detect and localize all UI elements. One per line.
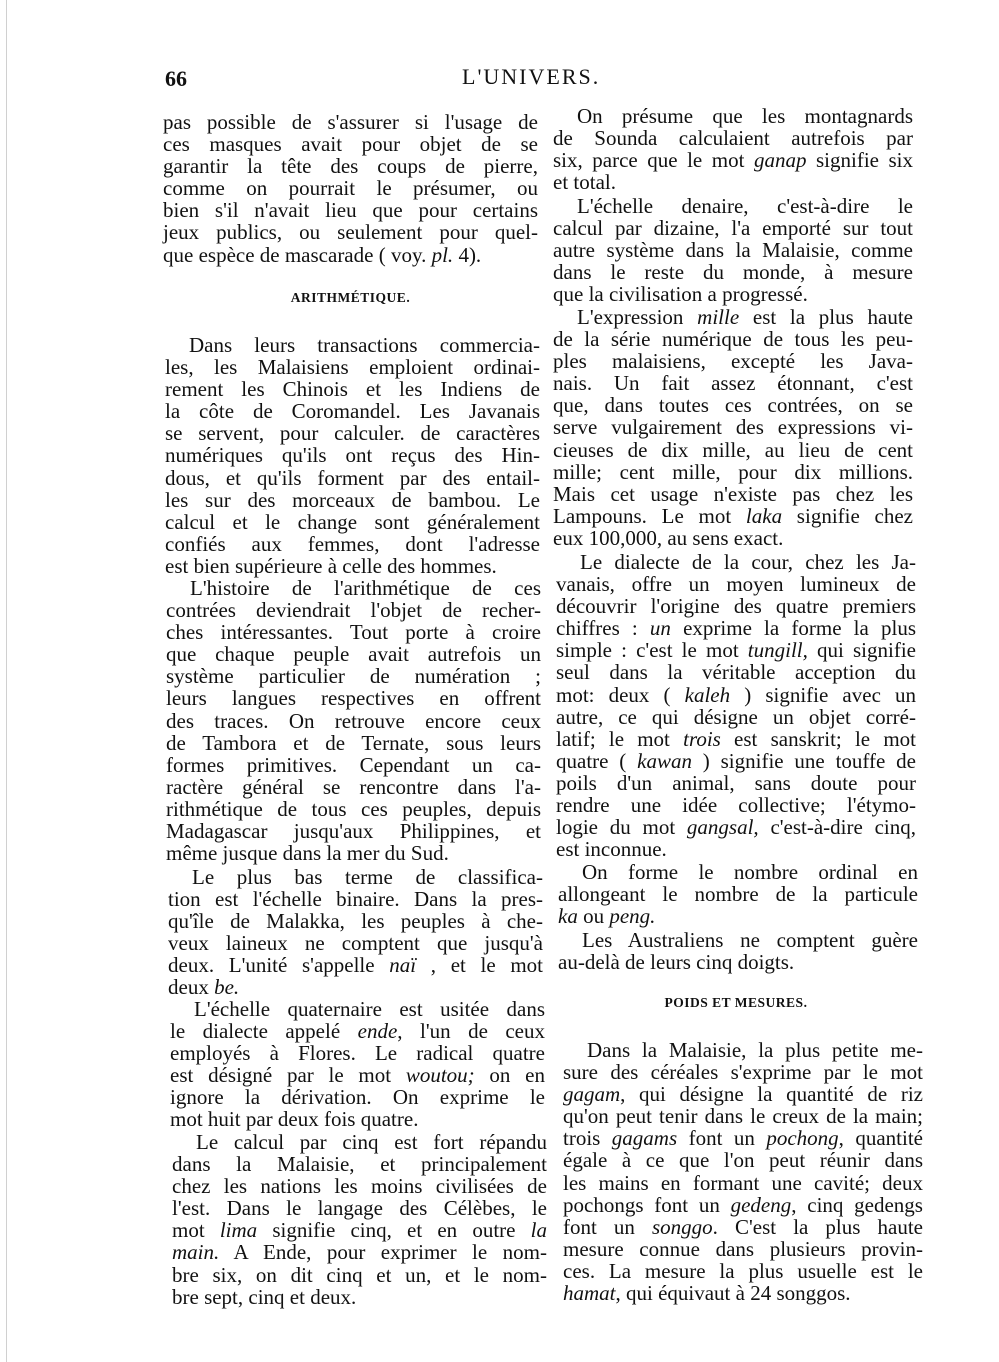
- italic-term: woutou;: [405, 1063, 475, 1088]
- text-segment: est la plus haute: [739, 305, 913, 329]
- text-line: [170, 1020, 545, 1042]
- text-line: se servent, pour calculer. de caractères: [165, 421, 540, 446]
- italic-term: ka: [558, 904, 578, 929]
- text-line: [553, 306, 913, 328]
- text-line: [556, 816, 916, 838]
- text-line: mille; cent mille, pour dix millions.: [553, 459, 913, 484]
- text-line: comme on pourrait le présumer, ou: [163, 176, 538, 201]
- text-segment: latif; le mot: [556, 726, 684, 751]
- text-line: mesure connue dans plusieurs provin-: [563, 1236, 923, 1261]
- text-line: bien s'il n'avait lieu que pour certains: [163, 198, 538, 223]
- page-number: 66: [165, 66, 187, 91]
- text-line: que la civilisation a progressé.: [553, 282, 808, 307]
- text-line: numériques qu'ils ont reçus des Hin-: [165, 443, 540, 468]
- italic-term: pochong: [766, 1126, 839, 1151]
- text-segment: ) signifie avec un: [730, 682, 916, 707]
- text-segment: on en: [474, 1063, 545, 1088]
- text-line: contrées deviendrait l'objet de recher-: [166, 598, 541, 623]
- text-line: [556, 684, 916, 706]
- text-line: est bien supérieure à celle des hommes.: [165, 553, 497, 578]
- text-line: calcul et le change sont généralement: [165, 509, 540, 534]
- text-line: ces masques avait pour objet de se: [163, 132, 538, 157]
- text-line: bre six, on dit cinq et un, et le nom-: [172, 1262, 547, 1287]
- text-segment: L'expression: [577, 305, 698, 329]
- text-line: [168, 976, 543, 998]
- text-line: dans le reste du monde, à mesure: [553, 260, 913, 285]
- text-segment: Lampouns. Le mot: [553, 503, 746, 528]
- text-line: égale à ce que l'on peut réunir dans: [563, 1148, 923, 1173]
- text-line: de Sounda calculaient autrefois par: [553, 126, 913, 151]
- text-line: autre, ce qui désigne un objet corré-: [556, 704, 916, 729]
- text-line: veux laineux ne comptent que jusqu'à: [168, 931, 543, 956]
- text-line: seul dans la véritable acception du: [556, 660, 916, 685]
- text-line: de la série numérique de tous les peu-: [553, 327, 913, 352]
- italic-term: tungill,: [747, 638, 808, 663]
- text-segment: le dialecte appelé: [170, 1019, 358, 1044]
- italic-term: ganap: [753, 148, 807, 173]
- text-line: la côte de Coromandel. Les Javanais: [165, 399, 540, 424]
- italic-term: be.: [214, 975, 240, 1000]
- italic-term: kaleh: [684, 682, 731, 707]
- italic-term: peng.: [609, 904, 656, 929]
- text-line: [556, 750, 916, 772]
- text-segment: , l'un de ceux: [397, 1019, 545, 1044]
- text-line: [556, 617, 916, 639]
- text-line: l'est. Dans le langage des Célèbes, le: [172, 1196, 547, 1221]
- text-line: les, les Malaisiens emploient ordinai-: [165, 355, 540, 380]
- text-segment: trois: [563, 1126, 612, 1151]
- text-segment: deux. L'unité s'appelle: [168, 953, 390, 978]
- text-line: jeux publics, ou seulement pour quel-: [163, 220, 538, 245]
- text-line: [563, 1282, 923, 1304]
- text-line: L'histoire de l'arithmétique de ces: [190, 576, 541, 600]
- text-segment: c'est-à-dire cinq,: [758, 815, 916, 840]
- text-segment: simple : c'est le mot: [556, 638, 748, 663]
- text-line: Dans la Malaisie, la plus petite me-: [587, 1038, 923, 1062]
- scan-edge-line: [6, 0, 7, 1362]
- text-segment: chiffres :: [556, 616, 650, 641]
- text-line: poils d'un animal, sans doute pour: [556, 770, 916, 795]
- text-segment: , et le mot: [416, 953, 543, 978]
- italic-term: lima: [219, 1218, 258, 1243]
- section-heading: ARITHMÉTIQUE.: [290, 290, 411, 305]
- text-line: cieuses de dix mille, au lieu de cent: [553, 437, 913, 462]
- text-line: pas possible de s'assurer si l'usage de: [163, 110, 538, 134]
- text-segment: est sanskrit; le mot: [720, 726, 916, 751]
- text-segment: que espèce de mascarade ( voy.: [163, 242, 432, 267]
- text-line: L'échelle quaternaire est usitée dans: [194, 997, 545, 1021]
- text-line: [563, 1216, 923, 1238]
- text-line: eux 100,000, au sens exact.: [553, 525, 784, 550]
- text-line: de Tambora et de Ternate, sous leurs: [166, 730, 541, 755]
- text-line: calcul par dizaine, l'a emporté sur tout: [553, 216, 913, 241]
- text-line: les mains en formant une cavité; deux: [563, 1170, 923, 1195]
- italic-term: pl.: [431, 242, 454, 267]
- paragraph: [165, 334, 540, 577]
- paragraph: [558, 861, 918, 927]
- text-line: dous, et qu'ils forment par des entail-: [165, 465, 540, 490]
- text-segment: signifie six: [806, 148, 914, 173]
- text-segment: A Ende, pour exprimer le nom-: [219, 1240, 547, 1265]
- text-line: [553, 505, 913, 527]
- text-segment: pochongs font un: [563, 1192, 731, 1217]
- text-line: [170, 1064, 545, 1086]
- text-line: sure des céréales s'exprime par le mot: [563, 1060, 923, 1085]
- italic-term: laka: [745, 503, 783, 528]
- text-line: leurs langues respectives en offrent: [166, 686, 541, 711]
- paragraph: [163, 111, 538, 266]
- paragraph: [172, 1131, 547, 1308]
- text-segment: . C'est la plus haute: [712, 1214, 923, 1239]
- text-line: ples malaisiens, excepté les Java-: [553, 349, 913, 374]
- running-title: L'UNIVERS.: [462, 64, 601, 89]
- text-segment: mot: deux (: [556, 682, 685, 707]
- text-line: bre sept, cinq et deux.: [172, 1284, 357, 1309]
- italic-term: gagam: [563, 1082, 621, 1107]
- italic-term: naï: [389, 953, 417, 978]
- text-segment: , qui équivaut à 24 songgos.: [615, 1281, 851, 1306]
- text-line: confiés aux femmes, dont l'adresse: [165, 531, 540, 556]
- text-segment: deux: [168, 975, 215, 1000]
- text-line: même jusque dans la mer du Sud.: [166, 841, 449, 866]
- text-line: et total.: [553, 170, 616, 195]
- text-line: [172, 1219, 547, 1241]
- text-segment: logie du mot: [556, 815, 687, 840]
- text-line: Dans leurs transactions commercia-: [189, 333, 540, 357]
- text-line: chez les nations les moins civilisées de: [172, 1174, 547, 1199]
- italic-term: mille: [697, 305, 740, 329]
- italic-term: songgo: [651, 1214, 713, 1239]
- italic-term: trois: [683, 726, 721, 751]
- text-segment: signifie cinq, et en outre: [257, 1218, 531, 1243]
- text-line: Les Australiens ne comptent guère: [582, 928, 918, 952]
- text-line: [563, 1127, 923, 1149]
- text-line: nais. Un fait assez étonnant, c'est: [553, 371, 913, 396]
- italic-term: hamat: [563, 1281, 616, 1306]
- text-line: rendre une idée collective; l'étymo-: [556, 793, 916, 818]
- italic-term: gangsal,: [686, 815, 759, 840]
- text-line: [172, 1241, 547, 1263]
- text-line: L'échelle denaire, c'est-à-dire le: [577, 194, 913, 218]
- text-segment: font un: [677, 1126, 767, 1151]
- italic-term: la: [530, 1218, 547, 1243]
- text-line: mot huit par deux fois quatre.: [170, 1107, 419, 1132]
- text-segment: mot: [172, 1218, 220, 1243]
- text-segment: ou: [577, 904, 610, 929]
- text-segment: font un: [563, 1214, 652, 1239]
- text-line: ractère général se rencontre dans l'a-: [166, 774, 541, 799]
- text-line: On forme le nombre ordinal en: [582, 860, 918, 884]
- text-segment: , quantité: [838, 1126, 924, 1151]
- text-line: [163, 244, 538, 266]
- text-line: [558, 905, 918, 927]
- text-line: employés à Flores. Le radical quatre: [170, 1041, 545, 1066]
- text-line: autre système dans la Malaisie, comme: [553, 238, 913, 263]
- text-line: [563, 1083, 923, 1105]
- text-line: On présume que les montagnards: [577, 104, 913, 128]
- paragraph: [168, 866, 543, 999]
- text-segment: ) signifie une touffe de: [691, 748, 916, 773]
- text-segment: exprime la forme la plus: [670, 616, 916, 641]
- text-line: Le plus bas terme de classifica-: [192, 865, 543, 889]
- text-line: vanais, offre un moyen lumineux de: [556, 572, 916, 597]
- text-line: qu'île de Malakka, les peuples à che-: [168, 909, 543, 934]
- text-line: allongeant le nombre de la particule: [558, 882, 918, 907]
- paragraph: [556, 551, 916, 860]
- text-line: qu'on peut tenir dans le creux de la main;: [563, 1104, 923, 1129]
- text-line: les sur des morceaux de bambou. Le: [165, 487, 540, 512]
- text-line: au-delà de leurs cinq doigts.: [558, 950, 795, 975]
- text-segment: , cinq gedengs: [791, 1192, 923, 1217]
- text-line: rithmétique de tous ces peuples, depuis: [166, 796, 541, 821]
- text-line: Le calcul par cinq est fort répandu: [196, 1130, 547, 1154]
- italic-term: un: [649, 616, 671, 641]
- text-segment: 4).: [453, 242, 482, 267]
- italic-term: gagams: [611, 1126, 678, 1151]
- section-heading: POIDS ET MESURES.: [664, 995, 808, 1010]
- italic-term: gedeng: [730, 1192, 792, 1217]
- text-line: que chaque peuple avait autrefois un: [166, 642, 541, 667]
- text-line: Le dialecte de la cour, chez les Ja-: [580, 550, 916, 574]
- text-segment: qui signifie: [807, 638, 916, 663]
- paragraph: [170, 998, 545, 1131]
- text-line: [556, 728, 916, 750]
- text-segment: est désigné par le mot: [170, 1063, 406, 1088]
- text-line: des traces. On retrouve encore ceux: [166, 708, 541, 733]
- text-line: ches intéressantes. Tout porte à croire: [166, 620, 541, 645]
- text-line: serve vulgairement des expressions vi-: [553, 415, 913, 440]
- text-line: dans la Malaisie, et principalement: [172, 1152, 547, 1177]
- text-line: Madagascar jusqu'aux Philippines, et: [166, 819, 541, 844]
- paragraph: [553, 195, 913, 305]
- text-line: que, dans toutes ces contrées, on se: [553, 393, 913, 418]
- paragraph: [563, 1039, 923, 1304]
- text-line: système particulier de numération ;: [166, 664, 541, 689]
- paragraph: [558, 929, 918, 973]
- text-segment: six, parce que le mot: [553, 148, 754, 173]
- text-line: ignore la dérivation. On exprime le: [170, 1085, 545, 1110]
- text-line: Mais cet usage n'existe pas chez les: [553, 481, 913, 506]
- text-line: [563, 1194, 923, 1216]
- text-line: découvrir l'origine des quatre premiers: [556, 594, 916, 619]
- italic-term: main.: [172, 1240, 220, 1265]
- text-line: formes primitives. Cependant un ca-: [166, 752, 541, 777]
- text-line: [168, 954, 543, 976]
- italic-term: ende: [357, 1019, 398, 1044]
- text-line: rement les Chinois et les Indiens de: [165, 377, 540, 402]
- text-line: [556, 639, 916, 661]
- text-segment: , qui désigne la quantité de riz: [620, 1082, 923, 1107]
- paragraph: [166, 577, 541, 864]
- text-line: est inconnue.: [556, 837, 667, 862]
- text-line: garantir la tête des coups de pierre,: [163, 154, 538, 179]
- paragraph: [553, 306, 913, 549]
- text-segment: signifie chez: [782, 503, 913, 528]
- text-line: [553, 149, 913, 171]
- paragraph: [553, 105, 913, 193]
- text-segment: quatre (: [556, 748, 638, 773]
- text-line: tion est l'échelle binaire. Dans la pres-: [168, 887, 543, 912]
- italic-term: kawan: [637, 748, 692, 773]
- text-line: ces. La mesure la plus usuelle est le: [563, 1258, 923, 1283]
